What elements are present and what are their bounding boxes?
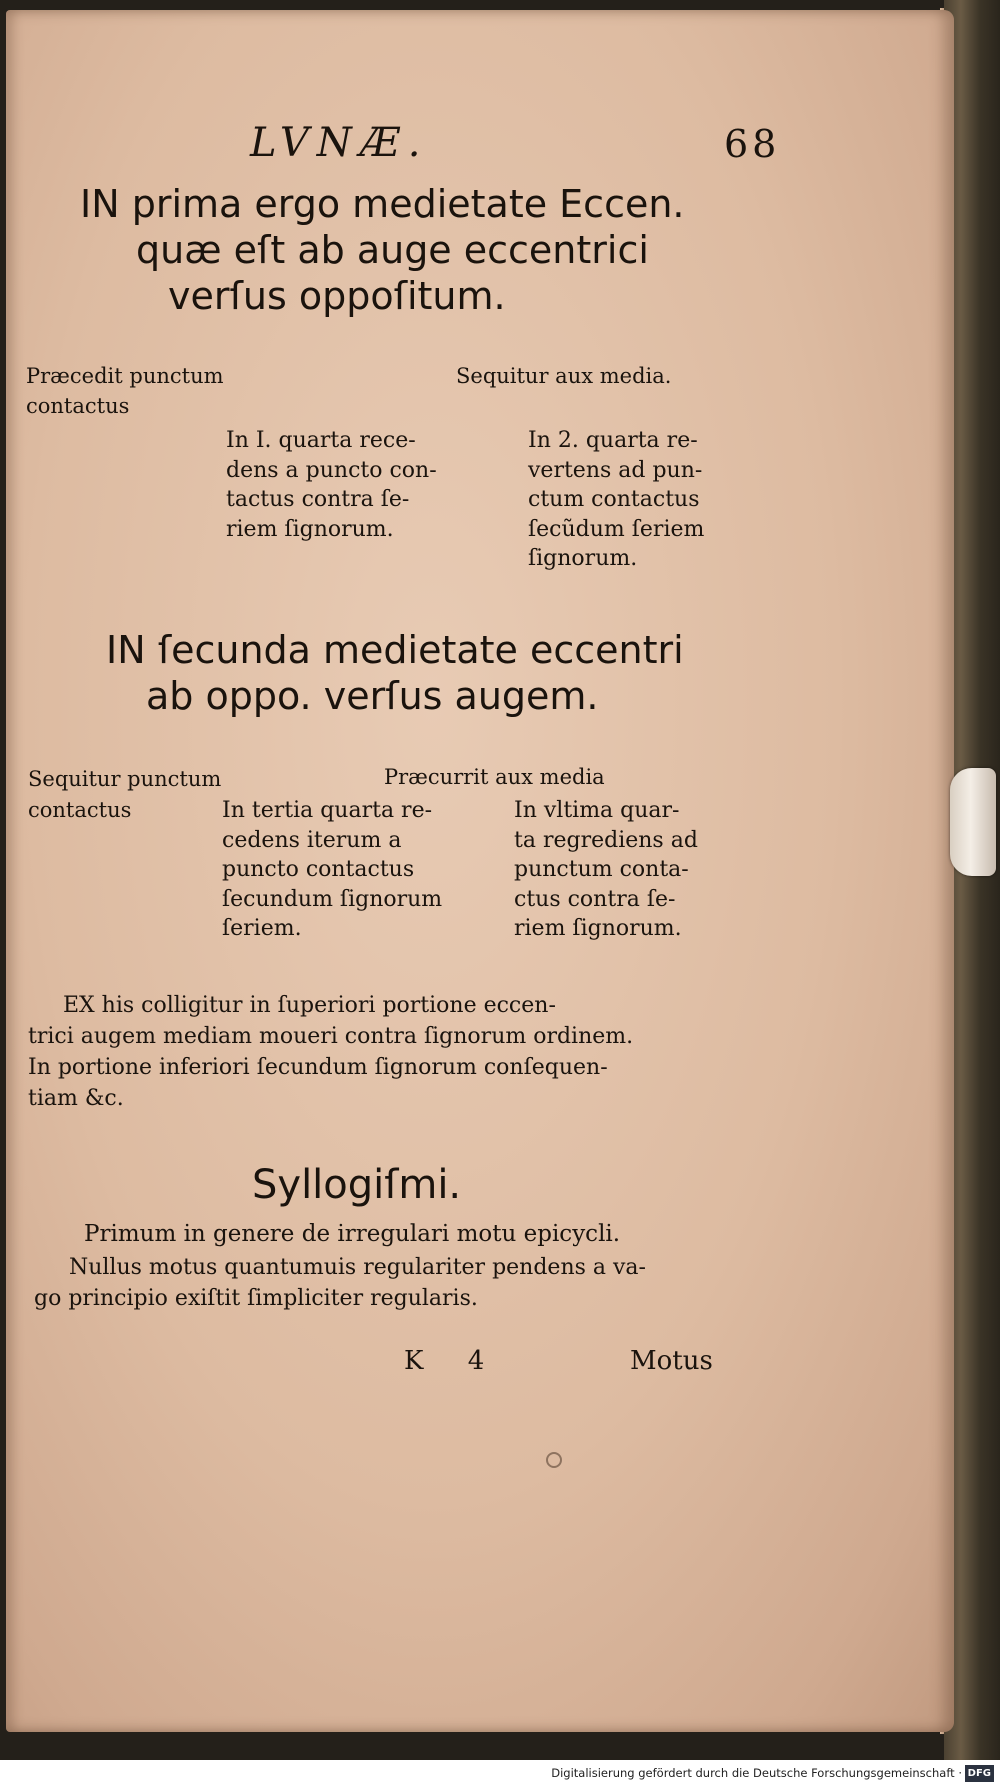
- section1-heading-line3: verſus oppoſitum.: [168, 274, 506, 318]
- section1-right-label: Sequitur aux media.: [456, 364, 672, 388]
- signature-mark: K 4: [404, 1346, 503, 1376]
- credit-bar: [0, 1760, 1000, 1791]
- section2-left-label-line2: contactus: [28, 798, 132, 822]
- credit-text: Digitalisierung gefördert durch die Deutsche Forschungsgemeinschaft ·: [551, 1766, 962, 1780]
- section1-left-label-line1: Præcedit punctum: [26, 364, 224, 388]
- syllogismi-body: Nullus motus quantumuis regulariter pendens a va- go principio exiſtit ſimpliciter regularis.: [34, 1255, 646, 1311]
- section1-column-left: In I. quarta rece- dens a puncto con- tactus contra ſe- riem ſignorum.: [226, 428, 437, 542]
- section2-column-left: In tertia quarta re- cedens iterum a puncto contactus ſecundum ſignorum ſeriem.: [222, 798, 443, 941]
- syllogismi-title: Syllogiſmi.: [252, 1162, 462, 1208]
- section2-left-label-line1: Sequitur punctum: [28, 767, 222, 791]
- section1-heading-line2: quæ eſt ab auge eccentrici: [136, 228, 649, 272]
- section2-heading-line2: ab oppo. verſus augem.: [146, 674, 599, 718]
- section2-heading-line1: IN ſecunda medietate eccentri: [106, 628, 684, 672]
- paper-blemish: [546, 1452, 562, 1468]
- syllogismi-first-line: Primum in genere de irregulari motu epicycli.: [84, 1221, 621, 1247]
- page-clip: [950, 768, 996, 876]
- section1-left-label-line2: contactus: [26, 394, 130, 418]
- catchword: Motus: [630, 1346, 713, 1376]
- section1-column-right: In 2. quarta re- vertens ad pun- ctum contactus ſecũdum ſeriem ſignorum.: [528, 428, 705, 571]
- dfg-logo: DFG: [965, 1765, 994, 1782]
- section1-heading-line1: IN prima ergo medietate Eccen.: [80, 182, 685, 226]
- section2-column-right: In vltima quar- ta regrediens ad punctum conta- ctus contra ſe- riem ſignorum.: [514, 798, 698, 941]
- running-head: LVNÆ.: [250, 120, 429, 166]
- section2-right-label: Præcurrit aux media: [384, 765, 605, 789]
- page-number: 68: [724, 122, 781, 166]
- conclusion-paragraph: EX his colligitur in ſuperiori portione eccen- trici augem mediam moueri contra ſignorum ordinem. In portione inferiori ſecundum ſignorum conſequen- tiam &c.: [28, 993, 634, 1111]
